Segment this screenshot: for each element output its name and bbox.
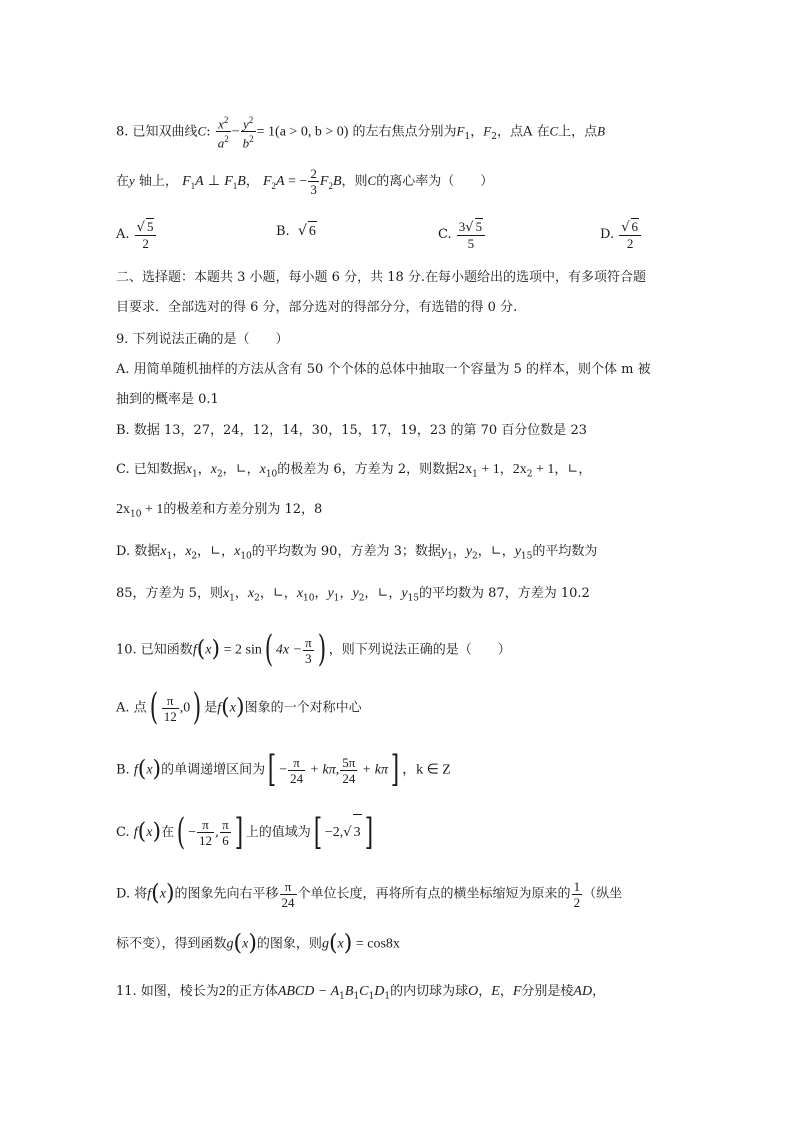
q8-option-a[interactable]: A. $\frac{√ 5}{2}$ bbox=[116, 218, 157, 251]
q9-stem: 9. 下列说法正确的是（ ） bbox=[116, 332, 289, 347]
vector-F1B: $F_1B$ bbox=[224, 174, 246, 191]
q9-option-d-line2: 85，方差为 5，则$x_1$，$x_2$，∟，$x_{10}$，$y_1$，$y_2$，∟，$y_{15}$的平均数为 87，方差为 10.2 bbox=[116, 586, 590, 604]
q10-stem: 10. 已知函数f(x) = 2 sin( 4x − $\frac{\pi}{3}$ ) ，则下列说法正确的是（ ） bbox=[116, 629, 511, 670]
q8-option-d[interactable]: D. $\frac{√ 6}{2}$ bbox=[600, 218, 642, 251]
fraction-y2-b2: $\frac{y^2}{b^2}$ bbox=[242, 115, 254, 151]
q8-option-b[interactable]: B. √ 6 bbox=[276, 221, 317, 242]
q9-option-b[interactable]: B. 数据 13，27，24，12，14，30，15，17，19，23 的第 70 百分位数是 23 bbox=[116, 423, 587, 438]
q9-option-d-line1[interactable]: D. 数据$x_1$，$x_2$，∟，$x_{10}$的平均数为 90，方差为 3；数据$y_1$，$y_2$，∟，$y_{15}$的平均数为 bbox=[116, 544, 598, 562]
fraction-x2-a2: $\frac{x^2}{a^2}$ bbox=[217, 115, 229, 151]
q10-option-b[interactable]: B. f(x)的单调递增区间为[ − $\frac{\pi}{24}$ + kπ, $\frac{5\pi}{24}$ + kπ] ，k ∈ Z bbox=[116, 749, 451, 790]
q8-line1: 8. 已知双曲线C: $\frac{x^2}{a^2}$ − $\frac{y^2}{b^2}$ = 1(a > 0, b > 0) 的左右焦点分别为$F_1$，$F_2$，点A 在C上，点B bbox=[116, 115, 606, 151]
q10-option-d-line2: 标不变），得到函数g(x)的图象，则g(x) = cos8x bbox=[116, 931, 400, 956]
section2-line1: 二、选择题：本题共 3 小题，每小题 6 分，共 18 分.在每小题给出的选项中，有多项符合题 bbox=[116, 270, 647, 285]
q9-option-a-line2: 抽到的概率是 0.1 bbox=[116, 392, 219, 407]
q9-option-a-line1[interactable]: A. 用简单随机抽样的方法从含有 50 个个体的总体中抽取一个容量为 5 的样本，则个体 m 被 bbox=[116, 362, 651, 377]
q10-option-c[interactable]: C. f(x)在( − $\frac{\pi}{12}$ , $\frac{\pi}{6}$ ] 上的值域为[ −2,√ 3 ] bbox=[116, 811, 373, 853]
vector-F1A: $F_1A$ bbox=[182, 174, 204, 191]
q10-option-a[interactable]: A. 点( $\frac{\pi}{12}$ ,0) 是f(x)图象的一个对称中心 bbox=[116, 687, 362, 728]
section2-line2: 目要求．全部选对的得 6 分，部分选对的得部分分，有选错的得 0 分. bbox=[116, 300, 518, 315]
q8-line2: 在y 轴上， $F_1A$ ⊥ $F_1B$， $F_2A$ = − $\frac{2}{3}$ $F_2B$，则C的离心率为（ ） bbox=[116, 166, 494, 197]
q9-option-c-line1[interactable]: C. 已知数据$x_1$，$x_2$，∟，$x_{10}$的极差为 6，方差为 2，则数据$2x_1 + 1$，$2x_2 + 1$，∟， bbox=[116, 462, 592, 480]
q8-option-c[interactable]: C. $\frac{3√ 5}{5}$ bbox=[438, 218, 486, 251]
q11-stem: 11. 如图，棱长为2的正方体ABCD − $A_1B_1C_1D_1$的内切球为球O，E，F分别是棱AD， bbox=[116, 984, 606, 1002]
fraction-2-3: $\frac{2}{3}$ bbox=[310, 166, 317, 197]
q10-option-d-line1[interactable]: D. 将f(x)的图象先向右平移 $\frac{\pi}{24}$ 个单位长度，再将所有点的横坐标缩短为原来的 $\frac{1}{2}$ （纵坐 bbox=[116, 878, 623, 910]
q9-option-c-line2: $2x_{10} + 1$的极差和方差分别为 12，8 bbox=[116, 502, 323, 520]
vector-F2A: $F_2A$ bbox=[262, 174, 285, 191]
vector-F2B: $F_2B$ bbox=[319, 174, 342, 191]
